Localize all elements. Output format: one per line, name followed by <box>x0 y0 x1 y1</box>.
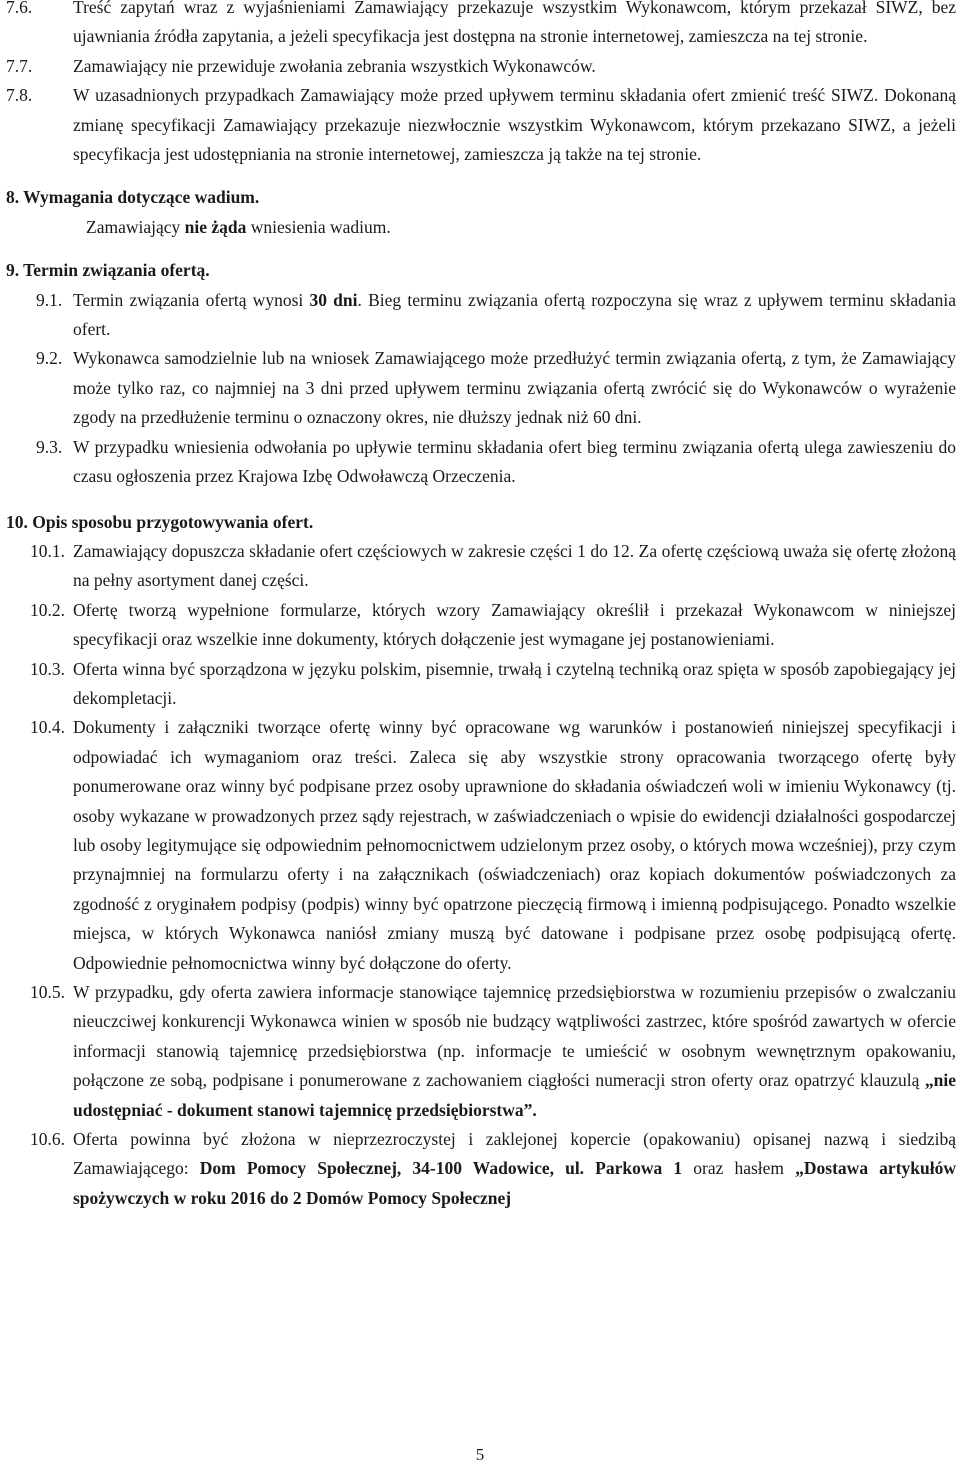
item-number: 7.8. <box>6 85 33 106</box>
bold-run: 30 dni <box>309 289 358 310</box>
item-text: Dokumenty i załączniki tworzące ofertę winny być opracowane wg warunków i postanowień niniejszej specyfikacji i odpowiadać ich wymaganiom oraz treści. Zaleca się aby wszystkie strony opracowania tworzącego ofertę były ponumerowane oraz winny być podpisane przez osoby uprawnione do składania oświadczeń woli w imieniu Wykonawcy (tj. osoby wykazane w prowadzonych przez sądy rejestrach, w zaświadczeniach o wpisie do ewidencji działalności gospodarczej lub osoby legitymujące się odpowiednim pełnomocnictwem udzielonym przez osoby, o których mowa wcześniej), przy czym przynajmniej na formularzu oferty i na załącznikach (oświadczeniach) oraz kopiach dokumentów poświadczonych za zgodność z oryginałem podpisy (podpis) winny być opatrzone pieczęcią firmową i imienną podpisującego. Ponadto wszelkie miejsca, w których Wykonawca naniósł zmiany muszą być datowane i podpisane przez osobę podpisującą ofertę. Odpowiednie pełnomocnictwa winny być dołączone do oferty. <box>73 717 956 973</box>
text-run: wniesienia wadium. <box>246 216 391 237</box>
item-number: 7.7. <box>6 55 33 76</box>
item-text: Ofertę tworzą wypełnione formularze, których wzory Zamawiający określił i przekazał Wykonawcom w niniejszej specyfikacji oraz wszelkie inne dokumenty, których dołączenie jest wymagane jej postanowieniami. <box>73 599 956 650</box>
item-10-5 <box>0 978 960 1125</box>
text-run: Zamawiający <box>86 216 185 237</box>
text-run: oraz hasłem <box>682 1158 796 1179</box>
item-number: 9.2. <box>36 348 63 369</box>
section-8-text <box>86 213 960 242</box>
section-heading-10: 10. Opis sposobu przygotowywania ofert. <box>6 511 314 532</box>
item-10-6 <box>0 1125 960 1213</box>
item-number: 7.6. <box>6 0 33 17</box>
item-7-8 <box>0 81 960 169</box>
item-number: 9.1. <box>36 289 63 310</box>
text-run: . Bieg terminu związania ofertą rozpoczyna się wraz z upływem terminu składania ofert. <box>73 289 956 340</box>
item-7-7 <box>0 52 960 81</box>
item-number: 10.3. <box>30 658 65 679</box>
item-number: 10.2. <box>30 599 65 620</box>
text-run: Termin związania ofertą wynosi <box>73 289 310 310</box>
item-10-2 <box>0 596 960 655</box>
item-text: Treść zapytań wraz z wyjaśnieniami Zamawiający przekazuje wszystkim Wykonawcom, którym przekazał SIWZ, bez ujawniania źródła zapytania, a jeżeli specyfikacja jest dostępna na stronie internetowej, zamieszcza na tej stronie. <box>73 0 956 47</box>
item-9-1 <box>0 286 960 345</box>
item-10-3 <box>0 655 960 714</box>
item-9-2 <box>0 344 960 432</box>
item-number: 10.6. <box>30 1129 65 1150</box>
bold-run: nie żąda <box>184 216 247 237</box>
item-7-6 <box>0 0 960 52</box>
text-run: Oferta powinna być złożona w nieprzezroczystej i zaklejonej kopercie (opakowaniu) opisanej nazwą i siedzibą Zamawiającego: <box>73 1129 956 1179</box>
section-heading-8: 8. Wymagania dotyczące wadium. <box>6 187 260 208</box>
item-10-1 <box>0 537 960 596</box>
item-number: 10.4. <box>30 717 65 738</box>
item-text: W uzasadnionych przypadkach Zamawiający może przed upływem terminu składania ofert zmienić treść SIWZ. Dokonaną zmianę specyfikacji Zamawiający przekazuje niezwłocznie wszystkim Wykonawcom, którym przekazano SIWZ, a jeżeli specyfikacja jest udostępniania na stronie internetowej, zamieszcza ją także na tej stronie. <box>73 85 956 165</box>
item-10-4 <box>0 713 960 978</box>
item-text: Wykonawca samodzielnie lub na wniosek Zamawiającego może przedłużyć termin związania ofertą, z tym, że Zamawiający może tylko raz, co najmniej na 3 dni przed upływem terminu związania ofertą zwrócić się do Wykonawców o wyrażenie zgody na przedłużenie terminu o oznaczony okres, nie dłuższy jednak niż 60 dni. <box>73 348 956 428</box>
item-number: 10.5. <box>30 982 65 1002</box>
item-9-3 <box>0 433 960 492</box>
bold-run: „Dostawa artykułów spożywczych w roku 2016 do 2 Domów Pomocy Społecznej <box>73 1158 956 1208</box>
section-heading-9: 9. Termin związania ofertą. <box>6 260 210 281</box>
item-text: Zamawiający dopuszcza składanie ofert częściowych w zakresie części 1 do 12. Za ofertę częściową uważa się ofertę złożoną na pełny asortyment danej części. <box>73 540 956 591</box>
item-number: 9.3. <box>36 436 63 457</box>
bold-run: Dom Pomocy Społecznej, 34-100 Wadowice, ul. Parkowa 1 <box>199 1158 683 1179</box>
bold-run: „nie udostępniać - dokument stanowi tajemnicę przedsiębiorstwa”. <box>73 1070 956 1120</box>
item-number: 10.1. <box>30 540 65 561</box>
item-text: W przypadku wniesienia odwołania po upływie terminu składania ofert bieg terminu związania ofertą ulega zawieszeniu do czasu ogłoszenia przez Krajowa Izbę Odwoławczą Orzeczenia. <box>73 436 956 487</box>
item-text: Oferta winna być sporządzona w języku polskim, pisemnie, trwałą i czytelną techniką oraz spięta w sposób zapobiegający jej dekompletacji. <box>73 658 956 708</box>
page-number: 5 <box>475 1445 485 1464</box>
text-run: W przypadku, gdy oferta zawiera informacje stanowiące tajemnicę przedsiębiorstwa w rozumieniu przepisów o zwalczaniu nieuczciwej konkurencji Wykonawca winien w sposób nie budzący wątpliwości zastrzec, które spośród zawartych w ofercie informacji stanowią tajemnicę przedsiębiorstwa (np. informacje te umieścić w osobnym wewnętrznym opakowaniu, połączone ze sobą, podpisane i ponumerowane z zachowaniem ciągłości numeracji stron oferty oraz opatrzyć klauzulą <box>73 982 956 1091</box>
item-text: Zamawiający nie przewiduje zwołania zebrania wszystkich Wykonawców. <box>73 55 596 76</box>
